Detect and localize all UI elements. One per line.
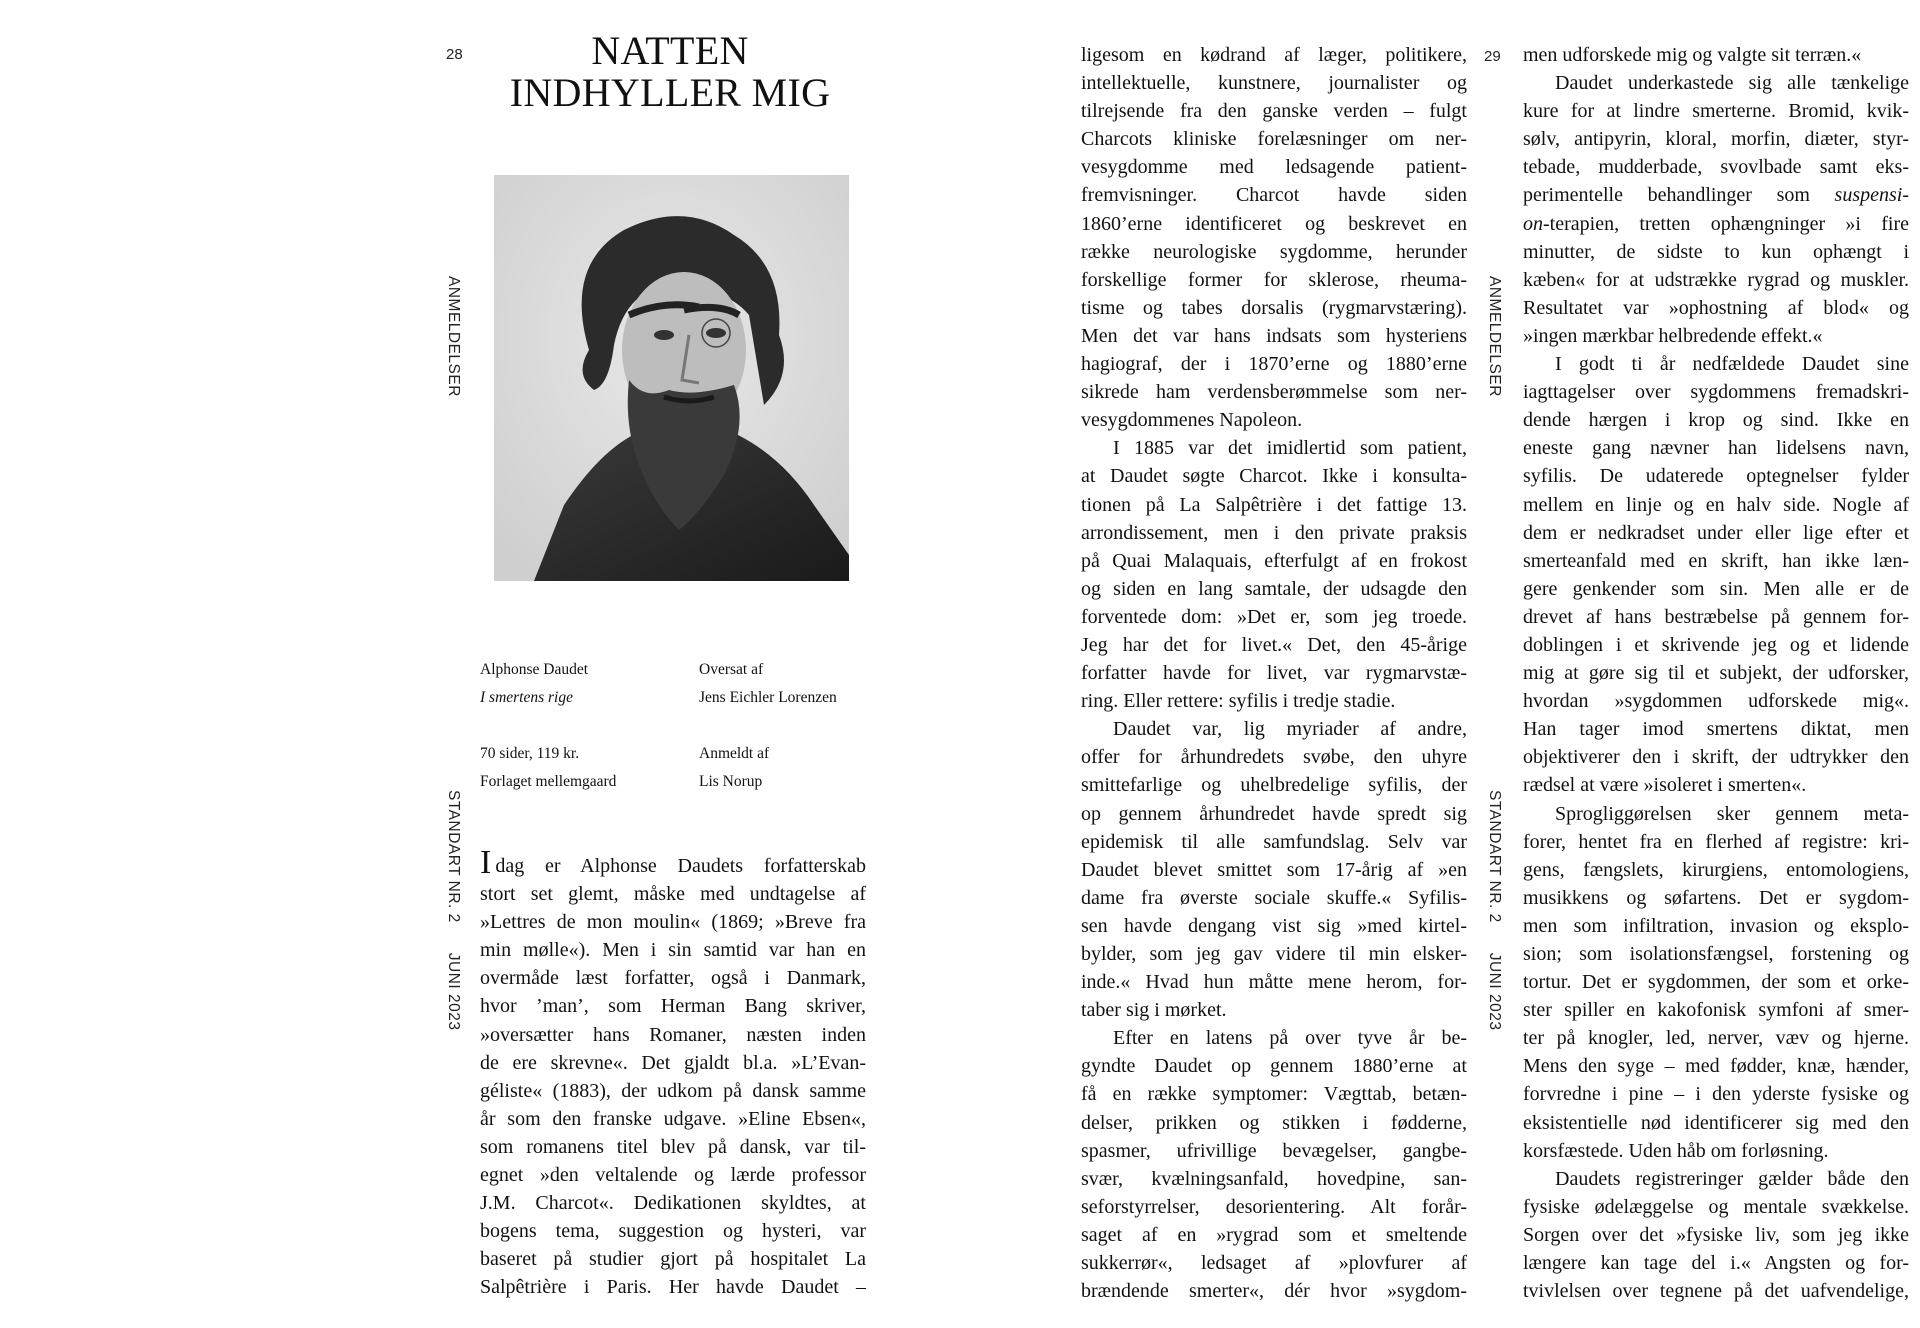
text-line: inde.« Hvad hun måtte mene herom, for-: [1081, 971, 1467, 994]
text-line: dem er nedkradset under eller lige efter et: [1523, 521, 1909, 544]
italic-text: suspensi-: [1834, 184, 1909, 207]
issue-label-right: [1485, 790, 1503, 1030]
paragraph: [1081, 434, 1467, 715]
text-line: mig at gøre sig til et subjekt, der udforsker,: [1523, 662, 1909, 685]
text-line: gere genkender som sin. Men alle er de: [1523, 577, 1909, 600]
paragraph: [1523, 69, 1909, 350]
paragraph: [1081, 41, 1467, 434]
article-title: [460, 30, 880, 114]
text-line: og siden en lang samtale, der udsagde den: [1081, 577, 1467, 600]
book-pages-price: 70 sider, 119 kr.: [480, 745, 580, 762]
book-author: Alphonse Daudet: [480, 661, 589, 678]
line-text: perimentelle behandlinger som: [1523, 184, 1835, 207]
text-line: ligesom en kødrand af læger, politikere,: [1081, 44, 1467, 66]
text-line: eksistentielle nød identificerer sig med den: [1523, 1111, 1909, 1134]
text-line: sikrede ham verdensberømmelse som ner-: [1081, 381, 1467, 404]
book-title: I smertens rige: [480, 689, 573, 706]
page-number-left: 28: [446, 46, 463, 63]
text-line: bylder, som jeg gav videre til min elsker-: [1081, 943, 1467, 965]
text-line: tvivlelsen over tegnene på det uafvendelige,: [1523, 1280, 1909, 1303]
reviewer-name: Lis Norup: [699, 773, 763, 790]
issue-label-left: [444, 790, 462, 1030]
title-line: INDHYLLER MIG: [509, 70, 831, 115]
text-line: stort set glemt, måske med undtagelse af: [480, 883, 866, 906]
text-line: doblingen i et skrivende jeg og et lidende: [1523, 633, 1909, 656]
body-column-2: [1081, 41, 1467, 1305]
section-label-right: ANMELDELSER: [1486, 276, 1503, 397]
paragraph: [1523, 1165, 1909, 1305]
italic-text: on: [1523, 212, 1543, 235]
text-line: spasmer, ufrivillige bevægelser, gangbe-: [1081, 1139, 1467, 1162]
text-line: gyndte Daudet op gennem 1880’erne at: [1081, 1055, 1467, 1078]
text-line: objektiverer den i skrift, der udtrykker den: [1523, 746, 1909, 769]
text-line: som romanens titel blev på dansk, var til-: [480, 1135, 866, 1158]
text-line: egnet »den veltalende og lærde professor: [480, 1164, 866, 1187]
text-line: ster spiller en kakofonisk symfoni af smer-: [1523, 999, 1909, 1022]
text-line: overmåde læst forfatter, også i Danmark,: [480, 967, 866, 990]
page-number-right: 29: [1484, 48, 1501, 65]
text-line: [1523, 210, 1909, 238]
text-line: hvor ’man’, som Herman Bang skriver,: [480, 995, 866, 1018]
paragraph: [1523, 800, 1909, 1165]
book-info: [480, 656, 616, 796]
text-line: iagttagelser over sygdommens fremadskri-: [1523, 381, 1909, 404]
text-line: dame fra øverste sociale skuffe.« Syfilis-: [1081, 886, 1467, 909]
issue-number: STANDART NR. 2: [1486, 790, 1503, 923]
text-line: intellektuelle, kunstnere, journalister og: [1081, 72, 1467, 95]
text-line: men udforskede mig og valgte sit terræn.«: [1523, 44, 1862, 66]
text-line: forfatter havde for livet, var rygmarvstæ-: [1081, 662, 1467, 685]
issue-date: JUNI 2023: [445, 952, 462, 1031]
text-line: taber sig i mørket.: [1081, 999, 1227, 1022]
text-line: gens, fængslets, kirurgiens, entomologiens,: [1523, 858, 1909, 881]
text-line: [480, 844, 866, 881]
text-line: »ingen mærkbar helbredende effekt.«: [1523, 324, 1823, 347]
paragraph: [480, 844, 866, 1302]
text-line: de ere skrevne«. Det gjaldt bl.a. »L’Evan-: [480, 1051, 866, 1074]
text-line: Charcots kliniske forelæsninger om ner-: [1081, 128, 1467, 151]
text-line: sukkerrør«, ledsaget af »plovfurer af: [1081, 1252, 1467, 1275]
text-line: I godt ti år nedfældede Daudet sine: [1555, 353, 1909, 376]
text-line: forventede dom: »Det er, som jeg troede.: [1081, 605, 1467, 628]
reviewer-label: Anmeldt af: [699, 745, 770, 762]
text-line: arrondissement, men i den private praksis: [1081, 521, 1467, 544]
text-line: ter på knogler, led, nerver, væv og hjerne.: [1523, 1027, 1909, 1050]
text-line: tisme og tabes dorsalis (rygmarvstæring).: [1081, 296, 1467, 319]
text-line: forskellige former for sklerose, rheuma-: [1081, 268, 1467, 291]
text-line: hagiograf, der i 1870’erne og 1880’erne: [1081, 353, 1467, 376]
translator-name: Jens Eichler Lorenzen: [699, 689, 837, 706]
translator-label: Oversat af: [699, 661, 764, 678]
drop-cap: I: [480, 844, 492, 881]
text-line: Daudet blevet smittet som 17-årig af »en: [1081, 858, 1467, 881]
text-line: Daudet var, lig myriader af andre,: [1113, 718, 1467, 741]
text-line: kæben« for at udstrække rygrad og muskler.: [1523, 268, 1909, 291]
text-line: epidemisk til alle samfundslag. Selv var: [1081, 830, 1467, 853]
text-line: sølv, antipyrin, kloral, morfin, diæter, styr-: [1523, 128, 1909, 151]
text-line: brændende smerter«, dér hvor »sygdom-: [1081, 1280, 1467, 1303]
text-line: Sprogliggørelsen sker gennem meta-: [1555, 802, 1909, 825]
issue-number: STANDART NR. 2: [445, 790, 462, 923]
issue-date: JUNI 2023: [1486, 952, 1503, 1031]
text-line: Sorgen over det »fysiske liv, som jeg ikke: [1523, 1223, 1909, 1246]
text-line: længere kan tage del i.« Angsten og for-: [1523, 1252, 1909, 1275]
text-line: mellem en linje og en halv side. Nogle af: [1523, 493, 1909, 516]
text-line: række neurologiske sygdomme, herunder: [1081, 240, 1467, 263]
text-line: forer, hentet fra en flerhed af registre: kri-: [1523, 830, 1909, 853]
text-line: kure for at lindre smerterne. Bromid, kvik-: [1523, 100, 1909, 123]
text-line: ring. Eller rettere: syfilis i tredje stadie.: [1081, 690, 1396, 713]
paragraph: [1523, 41, 1909, 69]
text-line: [1523, 181, 1909, 209]
text-line: tionen på La Salpêtrière i det fattige 13.: [1081, 493, 1467, 516]
paragraph: [1081, 1024, 1467, 1305]
line-text: -terapien, tretten ophængninger »i fire: [1543, 212, 1909, 235]
text-line: sen havde dengang vist sig »med kirtel-: [1081, 914, 1467, 937]
text-line: tortur. Det er sygdommen, der som et orke-: [1523, 971, 1909, 994]
text-line: vesygdomme med ledsagende patient-: [1081, 156, 1467, 179]
text-line: syfilis. De udaterede optegnelser fylder: [1523, 465, 1909, 488]
paragraph: [1081, 715, 1467, 1024]
text-line: smerteanfald med en skrift, han ikke læn-: [1523, 549, 1909, 572]
text-line: Han tager imod smertens diktat, men: [1523, 718, 1909, 741]
title-line: NATTEN: [591, 28, 749, 73]
text-line: dende hærgen i krop og sind. Ikke en: [1523, 409, 1909, 432]
text-line: eneste gang nævner han lidelsens navn,: [1523, 437, 1909, 460]
text-line: géliste« (1883), der udkom på dansk samme: [480, 1079, 866, 1102]
text-line: sion; som isolationsfængsel, forstening og: [1523, 943, 1909, 965]
text-line: vesygdommenes Napoleon.: [1081, 409, 1303, 432]
text-line: fysiske ødelæggelse og mentale svækkelse.: [1523, 1195, 1909, 1218]
text-line: Men det var hans indsats som hysteriens: [1081, 324, 1467, 347]
text-line: tilrejsende fra den ganske verden – fulgt: [1081, 100, 1467, 123]
text-line: Daudet underkastede sig alle tænkelige: [1555, 72, 1909, 95]
text-line: seforstyrrelser, desorientering. Alt forår-: [1081, 1195, 1467, 1218]
text-line: år som den franske udgave. »Eline Ebsen«,: [480, 1107, 866, 1130]
text-line: få en række symptomer: Vægttab, betæn-: [1081, 1083, 1467, 1106]
text-line: offer for århundredets svøbe, den uhyre: [1081, 746, 1467, 769]
text-line: forvredne i pine – i den yderste fysiske og: [1523, 1083, 1909, 1106]
text-line: Mens den syge – med fødder, knæ, hænder,: [1523, 1055, 1909, 1078]
text-line: Daudets registreringer gælder både den: [1555, 1167, 1909, 1190]
text-line: min mølle«). Men i sin samtid var han en: [480, 939, 866, 962]
text-line: delser, prikken og stikken i fødderne,: [1081, 1111, 1467, 1134]
text-line: I 1885 var det imidlertid som patient,: [1113, 437, 1467, 460]
text-line: Jeg har det for livet.« Det, den 45-årige: [1081, 633, 1467, 656]
text-line: J.M. Charcot«. Dedikationen skyldtes, at: [480, 1192, 866, 1215]
text-line: tebade, mudderbade, svovlbade samt eks-: [1523, 156, 1909, 179]
text-line: baseret på studier gjort på hospitalet La: [480, 1248, 866, 1271]
text-line: smittefarlige og uhelbredelige syfilis, der: [1081, 774, 1467, 797]
paragraph: [1523, 350, 1909, 800]
text-line: hvordan »sygdommen udforskede mig«.: [1523, 690, 1909, 713]
text-line: at Daudet søgte Charcot. Ikke i konsulta-: [1081, 465, 1467, 488]
body-column-3: [1523, 41, 1909, 1305]
text-line: korsfæstede. Uden håb om forløsning.: [1523, 1139, 1829, 1162]
text-line: minutter, de sidste to kun ophængt i: [1523, 240, 1909, 263]
text-line: saget af en »rygrad som et smeltende: [1081, 1223, 1467, 1246]
text-line: men som infiltration, invasion og eksplo-: [1523, 914, 1909, 937]
text-line: på Quai Malaquais, efterfulgt af en frokost: [1081, 549, 1467, 572]
text-line: »Lettres de mon moulin« (1869; »Breve fra: [480, 911, 866, 934]
text-line: op gennem århundredet havde spredt sig: [1081, 802, 1467, 825]
text-line: musikkens og søfartens. Det er sygdom-: [1523, 886, 1909, 909]
text-line: rædsel at være »isoleret i smerten«.: [1523, 774, 1807, 797]
text-line: drevet af hans bestræbelse på gennem for-: [1523, 605, 1909, 628]
text-line: Resultatet var »ophostning af blod« og: [1523, 296, 1909, 319]
text-line: 1860’erne identificeret og beskrevet en: [1081, 212, 1467, 235]
text-line: bogens tema, suggestion og hysteri, var: [480, 1220, 866, 1243]
book-publisher: Forlaget mellemgaard: [480, 773, 617, 790]
body-column-1: [480, 844, 866, 1302]
text-line: fremvisninger. Charcot havde siden: [1081, 184, 1467, 207]
text-line: Efter en latens på over tyve år be-: [1113, 1027, 1467, 1050]
text-line: »oversætter hans Romaner, næsten inden: [480, 1023, 866, 1046]
text-line: svær, kvælningsanfald, hovedpine, san-: [1081, 1167, 1467, 1190]
author-portrait-photo: [494, 175, 849, 581]
credits-info: [699, 656, 837, 796]
line-text: dag er Alphonse Daudets forfatterskab: [495, 855, 866, 877]
text-line: Salpêtrière i Paris. Her havde Daudet –: [480, 1276, 866, 1299]
section-label-left: ANMELDELSER: [445, 276, 462, 397]
